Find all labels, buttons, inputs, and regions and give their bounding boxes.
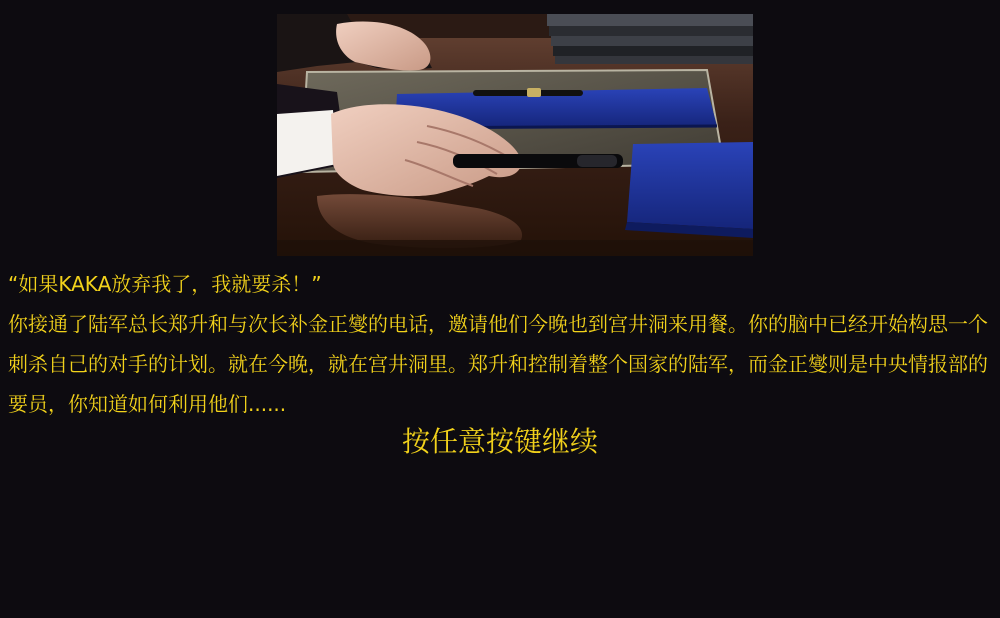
binder-stack xyxy=(547,14,753,64)
blue-folder-right xyxy=(627,142,753,229)
story-narration: 你接通了陆军总长郑升和与次长补金正燮的电话，邀请他们今晚也到宫井洞来用餐。你的脑中已经开始构思一个刺杀自己的对手的计划。就在今晚，就在宫井洞里。郑升和控制着整个国家的陆军，而金正燮则是中央情报部的要员，你知道如何利用他们...... xyxy=(8,312,988,416)
story-quote: “如果KAKA放弃我了，我就要杀！” xyxy=(8,272,322,296)
continue-prompt[interactable]: 按任意按键继续 xyxy=(401,425,598,458)
scene-image xyxy=(277,14,753,256)
story-text xyxy=(8,264,992,424)
signing-pen-icon xyxy=(453,154,623,168)
